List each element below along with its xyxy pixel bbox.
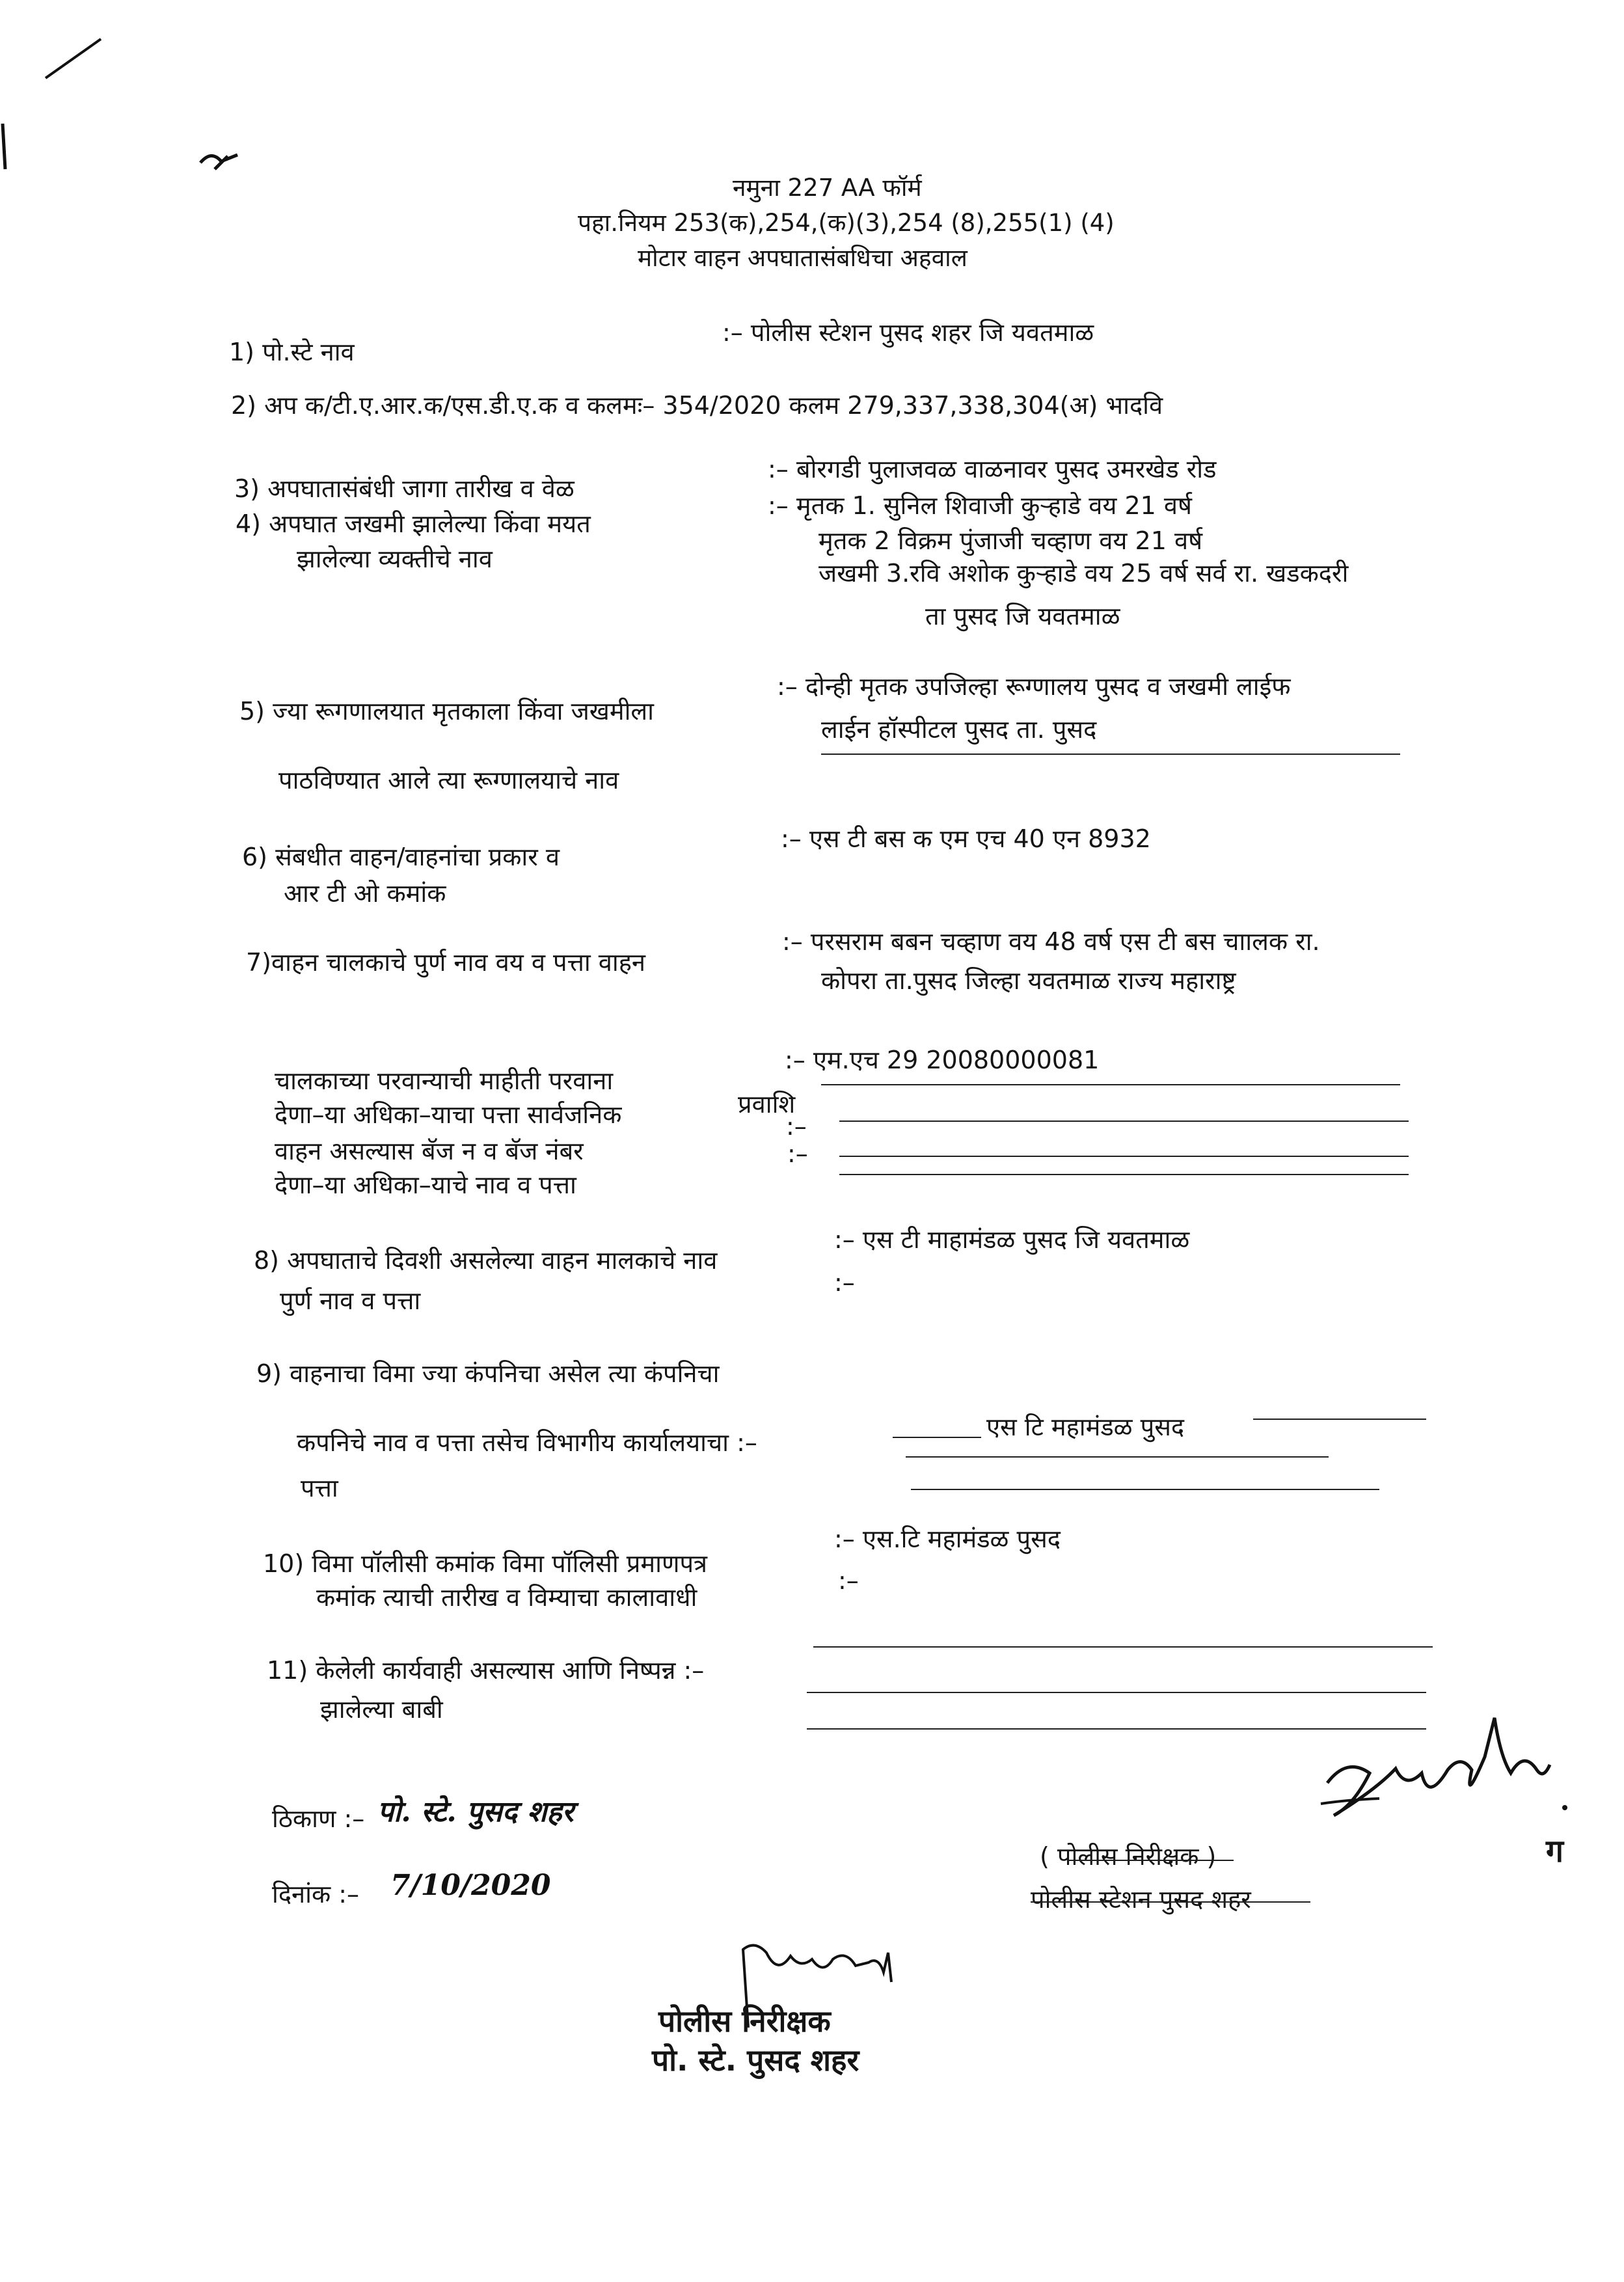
item-9-sub-1: कपनिचे नाव व पत्ता तसेच विभागीय कार्यालयाचा :– (297, 1428, 757, 1457)
item-11-line-1 (813, 1646, 1433, 1648)
item-5-value-2: लाईन हॉस्पीटल पुसद ता. पुसद (821, 715, 1097, 744)
item-8-label-2: पुर्ण नाव व पत्ता (280, 1286, 421, 1315)
item-5-value-1: :– दोन्ही मृतक उपजिल्हा रूग्णालय पुसद व जखमी लाईफ (777, 672, 1291, 701)
item-4-label-1: 4) अपघात जखमी झालेल्या किंवा मयत (236, 509, 591, 538)
license-label-2: देणा–या अधिका–याचा पत्ता सार्वजनिक (275, 1100, 622, 1129)
item-4-value-4: ता पुसद जि यवतमाळ (925, 602, 1120, 631)
item-11-label-2: झालेल्या बाबी (320, 1695, 443, 1724)
item-10-value-2: :– (838, 1566, 859, 1595)
place-value-handwritten: पो. स्टे. पुसद शहर (377, 1795, 574, 1828)
item-3-value: :– बोरगडी पुलाजवळ वाळनावर पुसद उमरखेड रोड (768, 455, 1217, 483)
item-6-label-2: आर टी ओ कमांक (284, 879, 446, 908)
item-2-text: 2) अप क/टी.ए.आर.क/एस.डी.ए.क व कलमः– 354/2020 कलम 279,337,338,304(अ) भादवि (231, 391, 1163, 420)
item-9-label: 9) वाहनाचा विमा ज्या कंपनिचा असेल त्या कंपनिचा (256, 1359, 720, 1388)
license-value-3: :– (787, 1139, 808, 1168)
license-value-1: :– एम.एच 29 20080000081 (785, 1046, 1100, 1074)
license-value-2: :– (786, 1112, 807, 1141)
item-5-label-1: 5) ज्या रूगणालयात मृतकाला किंवा जखमीला (239, 697, 655, 726)
date-label: दिनांक :– (272, 1880, 360, 1908)
item-4-label-2: झालेल्या व्यक्तीचे नाव (297, 545, 493, 573)
item-10-value-1: :– एस.टि महामंडळ पुसद (834, 1525, 1061, 1553)
place-label: ठिकाण :– (272, 1804, 365, 1833)
form-title: नमुना 227 AA फॉर्म (733, 174, 922, 202)
item-9-line-2 (906, 1456, 1329, 1458)
item-9-sub-2: पत्ता (301, 1474, 338, 1502)
margin-letter: ग (1546, 1833, 1564, 1869)
item-1-label: 1) पो.स्टे नाव (229, 338, 355, 366)
item-7-value-1: :– परसराम बबन चव्हाण वय 48 वर्ष एस टी बस चाालक रा. (782, 927, 1320, 956)
item-5-label-2: पाठविण्यात आले त्या रूग्णालयाचे नाव (278, 766, 619, 795)
pen-stroke-mark (39, 33, 117, 85)
license-line-1 (821, 1084, 1400, 1085)
officer-station-strike (1031, 1901, 1310, 1903)
item-6-value: :– एस टी बस क एम एच 40 एन 8932 (781, 824, 1151, 853)
item-10-label-1: 10) विमा पॉलीसी कमांक विमा पॉलिसी प्रमाणपत्र (263, 1549, 708, 1578)
margin-scribble-mark (195, 143, 247, 182)
license-label-4: देणा–या अधिका–याचे नाव व पत्ता (275, 1171, 576, 1199)
officer-signature (1308, 1692, 1575, 1841)
officer-title: ( पोलीस निरीक्षक ) (1040, 1842, 1217, 1871)
item-4-value-1: :– मृतक 1. सुनिल शिवाजी कुऱ्हाडे वय 21 वर्ष (768, 491, 1192, 520)
license-value-2-prefix: प्रवाशि (738, 1090, 796, 1119)
item-6-label-1: 6) संबधीत वाहन/वाहनांचा प्रकार व (242, 843, 560, 871)
item-7-value-2: कोपरा ता.पुसद जिल्हा यवतमाळ राज्य महाराष्ट्र (821, 966, 1236, 995)
item-1-value: :– पोलीस स्टेशन पुसद शहर जि यवतमाळ (722, 318, 1094, 347)
item-10-label-2: कमांक त्याची तारीख व विम्याचा कालावाधी (316, 1583, 697, 1612)
license-line-2 (839, 1121, 1409, 1122)
item-8-value-2: :– (834, 1268, 855, 1297)
rule-reference: पहा.नियम 253(क),254,(क)(3),254 (8),255(1) (4) (578, 209, 1115, 237)
report-subject: मोटार वाहन अपघातासंबधिचा अहवाल (638, 244, 968, 272)
item-4-value-3: जखमी 3.रवि अशोक कुऱ्हाडे वय 25 वर्ष सर्व रा. खडकदरी (819, 559, 1349, 588)
left-edge-mark (0, 124, 13, 176)
item-9-dash-right (1253, 1419, 1426, 1420)
item-9-value: एस टि महामंडळ पुसद (986, 1413, 1185, 1441)
item-8-label-1: 8) अपघाताचे दिवशी असलेल्या वाहन मालकाचे नाव (254, 1246, 718, 1275)
officer-station: पोलीस स्टेशन पुसद शहर (1031, 1885, 1251, 1914)
officer-title-strike (1067, 1860, 1234, 1861)
license-line-4 (839, 1174, 1409, 1175)
stamp-station: पो. स्टे. पुसद शहर (652, 2043, 859, 2078)
item-7-label: 7)वाहन चालकाचे पुर्ण नाव वय व पत्ता वाहन (246, 948, 646, 977)
item-4-value-2: मृतक 2 विक्रम पुंजाजी चव्हाण वय 21 वर्ष (819, 526, 1203, 555)
item-9-dash-left (893, 1437, 981, 1438)
license-line-3 (839, 1156, 1409, 1157)
license-label-1: चालकाच्या परवान्याची माहीती परवाना (275, 1066, 614, 1095)
item-3-label: 3) अपघातासंबंधी जागा तारीख व वेळ (234, 474, 575, 503)
item-9-line-3 (911, 1489, 1379, 1490)
item-5-underline (821, 754, 1400, 755)
license-label-3: वाहन असल्यास बॅज न व बॅज नंबर (275, 1137, 584, 1165)
stamp-title: पोलीस निरीक्षक (658, 2004, 831, 2039)
item-11-label-1: 11) केलेली कार्यवाही असल्यास आणि निष्पन्न :– (267, 1656, 705, 1685)
date-value-handwritten: 7/10/2020 (390, 1869, 551, 1902)
item-8-value-1: :– एस टी माहामंडळ पुसद जि यवतमाळ (834, 1225, 1190, 1254)
